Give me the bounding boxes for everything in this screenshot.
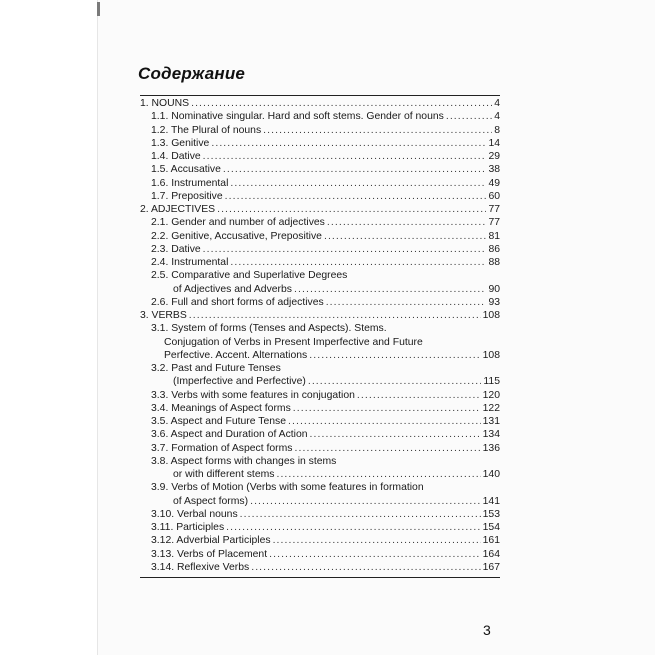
toc-entry: [140, 442, 500, 455]
toc-entry-title: (Imperfective and Perfective): [173, 376, 306, 388]
toc-entry: [140, 110, 500, 123]
toc-leader-dots: [308, 375, 482, 388]
toc-entry-title: 2.5. Comparative and Superlative Degrees: [151, 270, 348, 282]
toc-leader-dots: [223, 163, 487, 176]
toc-entry: [140, 455, 500, 468]
toc-leader-dots: [288, 415, 481, 428]
toc-entry: [140, 389, 500, 402]
toc-entry-title: 1.5. Accusative: [151, 164, 221, 176]
toc-entry: [140, 216, 500, 229]
toc-entry: [140, 256, 500, 269]
toc-leader-dots: [263, 124, 492, 137]
toc-leader-dots: [327, 216, 487, 229]
toc-entry: [140, 296, 500, 309]
toc-entry-page: 81: [488, 230, 500, 242]
toc-leader-dots: [326, 296, 487, 309]
toc-leader-dots: [230, 256, 486, 269]
toc-leader-dots: [230, 177, 486, 190]
toc-entry: [140, 163, 500, 176]
table-of-contents: [140, 95, 500, 578]
toc-entry-page: 4: [494, 98, 500, 109]
toc-entry: [140, 269, 500, 282]
toc-entry: [140, 548, 500, 561]
toc-entry-page: 164: [482, 548, 500, 560]
toc-entry: [140, 190, 500, 203]
scan-background: [0, 0, 97, 655]
toc-entry-title: of Aspect forms): [173, 495, 249, 507]
toc-entry: [140, 309, 500, 322]
toc-entry: [140, 534, 500, 547]
toc-entry-page: 77: [488, 204, 500, 215]
toc-entry-title: 2. ADJECTIVES: [140, 204, 216, 215]
toc-entry-page: 90: [488, 283, 500, 295]
toc-entry: [140, 283, 500, 296]
toc-entry: [140, 428, 500, 441]
toc-leader-dots: [203, 243, 487, 256]
toc-leader-dots: [295, 442, 481, 455]
toc-entry-title: 2.1. Gender and number of adjectives: [151, 217, 325, 229]
toc-entry-title: of Adjectives and Adverbs: [173, 283, 292, 295]
toc-entry-page: 120: [482, 389, 500, 401]
toc-entry-title: or with different stems: [173, 469, 275, 480]
toc-entry-title: 3.14. Reflexive Verbs: [151, 561, 250, 573]
toc-leader-dots: [269, 548, 481, 561]
toc-leader-dots: [189, 309, 481, 322]
toc-leader-dots: [310, 428, 481, 441]
toc-entry-page: 108: [482, 349, 500, 361]
toc-entry: [140, 495, 500, 508]
toc-leader-dots: [446, 110, 492, 123]
toc-entry-title: 3.3. Verbs with some features in conjugation: [151, 389, 355, 401]
toc-entry-title: 3.6. Aspect and Duration of Action: [151, 429, 308, 441]
toc-entry-page: 154: [482, 522, 500, 533]
toc-entry: [140, 97, 500, 110]
toc-leader-dots: [225, 190, 487, 203]
toc-entry-page: 141: [482, 495, 500, 507]
page-edge-mark: [97, 2, 100, 16]
toc-entry-page: 167: [482, 561, 500, 573]
toc-entry-title: 3.1. System of forms (Tenses and Aspects). Stems.: [151, 323, 387, 335]
toc-entry: [140, 150, 500, 163]
toc-entry-title: 3.11. Participles: [151, 522, 225, 533]
toc-entry-page: 49: [488, 177, 500, 189]
toc-entry: [140, 362, 500, 375]
toc-entry-page: 153: [482, 508, 500, 520]
toc-entry-title: 3.12. Adverbial Participles: [151, 535, 271, 547]
toc-entry-title: 3. VERBS: [140, 310, 187, 321]
toc-leader-dots: [250, 495, 481, 508]
toc-entry-page: 77: [488, 217, 500, 229]
toc-entry-title: 1. NOUNS: [140, 98, 190, 109]
toc-entry-title: 2.3. Dative: [151, 243, 201, 255]
toc-entry-page: 140: [482, 469, 500, 480]
toc-entry: [140, 322, 500, 335]
toc-entry-title: 3.9. Verbs of Motion (Verbs with some features in formation: [151, 482, 424, 494]
toc-leader-dots: [251, 561, 480, 574]
toc-entry-page: 134: [482, 429, 500, 441]
toc-entry: [140, 481, 500, 494]
toc-leader-dots: [211, 137, 486, 150]
page-title: Содержание: [138, 64, 246, 83]
toc-entry-page: 60: [488, 190, 500, 202]
toc-entry-page: 86: [488, 243, 500, 255]
toc-entry-page: 122: [482, 402, 500, 414]
toc-entry-page: 14: [488, 137, 500, 149]
toc-entry-title: 1.1. Nominative singular. Hard and soft stems. Gender of nouns: [151, 111, 444, 123]
toc-entry: [140, 508, 500, 521]
toc-entry: [140, 561, 500, 574]
toc-entry-page: 38: [488, 164, 500, 176]
toc-entry-page: 4: [494, 111, 500, 123]
toc-entry-page: 115: [483, 376, 500, 388]
toc-leader-dots: [240, 508, 481, 521]
toc-entry-title: 2.2. Genitive, Accusative, Prepositive: [151, 230, 322, 242]
toc-entry-title: 1.2. The Plural of nouns: [151, 124, 262, 136]
toc-entry-title: 3.2. Past and Future Tenses: [151, 363, 281, 374]
toc-entry-title: Perfective. Accent. Alternations: [164, 349, 308, 361]
toc-entry-page: 29: [488, 151, 500, 162]
toc-leader-dots: [217, 203, 486, 216]
toc-leader-dots: [276, 468, 480, 481]
toc-entry: [140, 336, 500, 349]
toc-leader-dots: [309, 349, 480, 362]
toc-leader-dots: [293, 402, 481, 415]
toc-leader-dots: [191, 97, 492, 110]
toc-entry: [140, 177, 500, 190]
toc-entry-title: 3.10. Verbal nouns: [151, 508, 238, 520]
toc-entry: [140, 468, 500, 481]
toc-leader-dots: [226, 521, 481, 534]
toc-entry: [140, 230, 500, 243]
toc-entry: [140, 415, 500, 428]
toc-entry: [140, 521, 500, 534]
toc-leader-dots: [294, 283, 486, 296]
toc-entry-title: 1.6. Instrumental: [151, 177, 229, 189]
toc-entry-page: 131: [482, 416, 500, 427]
toc-leader-dots: [357, 389, 481, 402]
toc-entry-title: 1.3. Genitive: [151, 137, 210, 149]
toc-entry-page: 8: [494, 124, 500, 136]
toc-leader-dots: [273, 534, 481, 547]
toc-entry: [140, 203, 500, 216]
toc-entry: [140, 349, 500, 362]
toc-entry-title: 3.13. Verbs of Placement: [151, 548, 268, 560]
toc-entry: [140, 137, 500, 150]
toc-entry-title: Conjugation of Verbs in Present Imperfective and Future: [164, 336, 423, 348]
toc-entry: [140, 402, 500, 415]
toc-leader-dots: [203, 150, 487, 163]
toc-entry: [140, 375, 500, 388]
page-number: 3: [483, 622, 491, 638]
toc-entry-page: 108: [482, 310, 500, 321]
toc-entry-title: 1.4. Dative: [151, 151, 201, 162]
toc-entry-title: 3.8. Aspect forms with changes in stems: [151, 455, 337, 467]
toc-entry-title: 1.7. Prepositive: [151, 190, 223, 202]
toc-entry-title: 3.4. Meanings of Aspect forms: [151, 402, 291, 414]
toc-entry: [140, 243, 500, 256]
toc-entry-title: 2.6. Full and short forms of adjectives: [151, 296, 324, 308]
toc-entry-page: 93: [488, 296, 500, 308]
toc-entry: [140, 124, 500, 137]
toc-leader-dots: [324, 230, 486, 243]
toc-entry-page: 88: [488, 257, 500, 268]
toc-entry-title: 3.7. Formation of Aspect forms: [151, 442, 293, 454]
toc-entry-page: 136: [482, 442, 500, 454]
toc-entry-title: 3.5. Aspect and Future Tense: [151, 416, 286, 427]
toc-entry-title: 2.4. Instrumental: [151, 257, 229, 268]
toc-entry-page: 161: [482, 535, 500, 547]
